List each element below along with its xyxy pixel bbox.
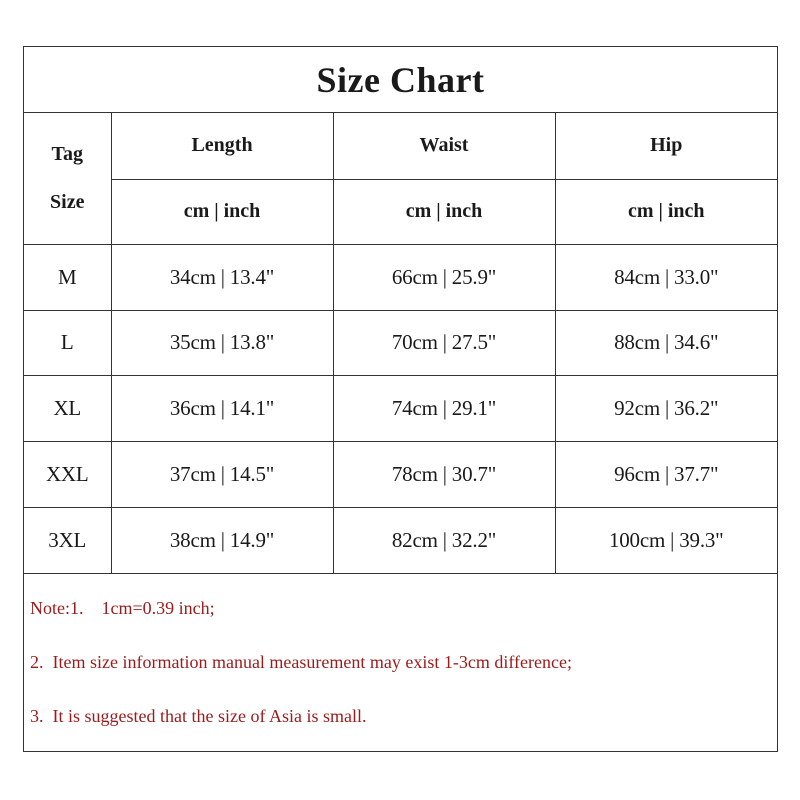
- length-cell: 37cm | 14.5": [111, 441, 333, 507]
- waist-header: Waist: [333, 113, 555, 179]
- hip-cell: 84cm | 33.0": [555, 244, 777, 310]
- hip-cell: 96cm | 37.7": [555, 441, 777, 507]
- size-cell: XXL: [24, 441, 111, 507]
- length-cell: 38cm | 14.9": [111, 507, 333, 573]
- tag-size-label-line1: Tag: [51, 143, 83, 166]
- hip-cell: 92cm | 36.2": [555, 375, 777, 441]
- note-3: 3. It is suggested that the size of Asia is small.: [30, 706, 367, 726]
- size-cell: 3XL: [24, 507, 111, 573]
- waist-unit-label: cm | inch: [333, 179, 555, 244]
- table-row: [24, 310, 777, 375]
- waist-cell: 66cm | 25.9": [333, 244, 555, 310]
- size-table: [24, 113, 777, 574]
- length-header: Length: [111, 113, 333, 179]
- waist-cell: 78cm | 30.7": [333, 441, 555, 507]
- length-cell: 34cm | 13.4": [111, 244, 333, 310]
- note-2: 2. Item size information manual measurement may exist 1-3cm difference;: [30, 652, 572, 672]
- tag-size-header: [24, 113, 111, 244]
- size-cell: L: [24, 310, 111, 375]
- chart-title: Size Chart: [316, 59, 485, 100]
- hip-cell: 88cm | 34.6": [555, 310, 777, 375]
- size-cell: M: [24, 244, 111, 310]
- length-cell: 35cm | 13.8": [111, 310, 333, 375]
- table-row: [24, 244, 777, 310]
- note-1: Note:1. 1cm=0.39 inch;: [30, 598, 215, 618]
- length-unit-label: cm | inch: [111, 179, 333, 244]
- hip-unit-label: cm | inch: [555, 179, 777, 244]
- length-cell: 36cm | 14.1": [111, 375, 333, 441]
- table-row: [24, 441, 777, 507]
- table-row: [24, 375, 777, 441]
- header-row: [24, 113, 777, 179]
- table-row: [24, 507, 777, 573]
- waist-cell: 82cm | 32.2": [333, 507, 555, 573]
- size-cell: XL: [24, 375, 111, 441]
- tag-size-label-line2: Size: [50, 191, 85, 214]
- waist-cell: 74cm | 29.1": [333, 375, 555, 441]
- waist-cell: 70cm | 27.5": [333, 310, 555, 375]
- unit-row: [24, 179, 777, 244]
- notes-section: [24, 574, 777, 753]
- title-row: [24, 47, 777, 113]
- size-chart: [23, 46, 778, 752]
- hip-cell: 100cm | 39.3": [555, 507, 777, 573]
- hip-header: Hip: [555, 113, 777, 179]
